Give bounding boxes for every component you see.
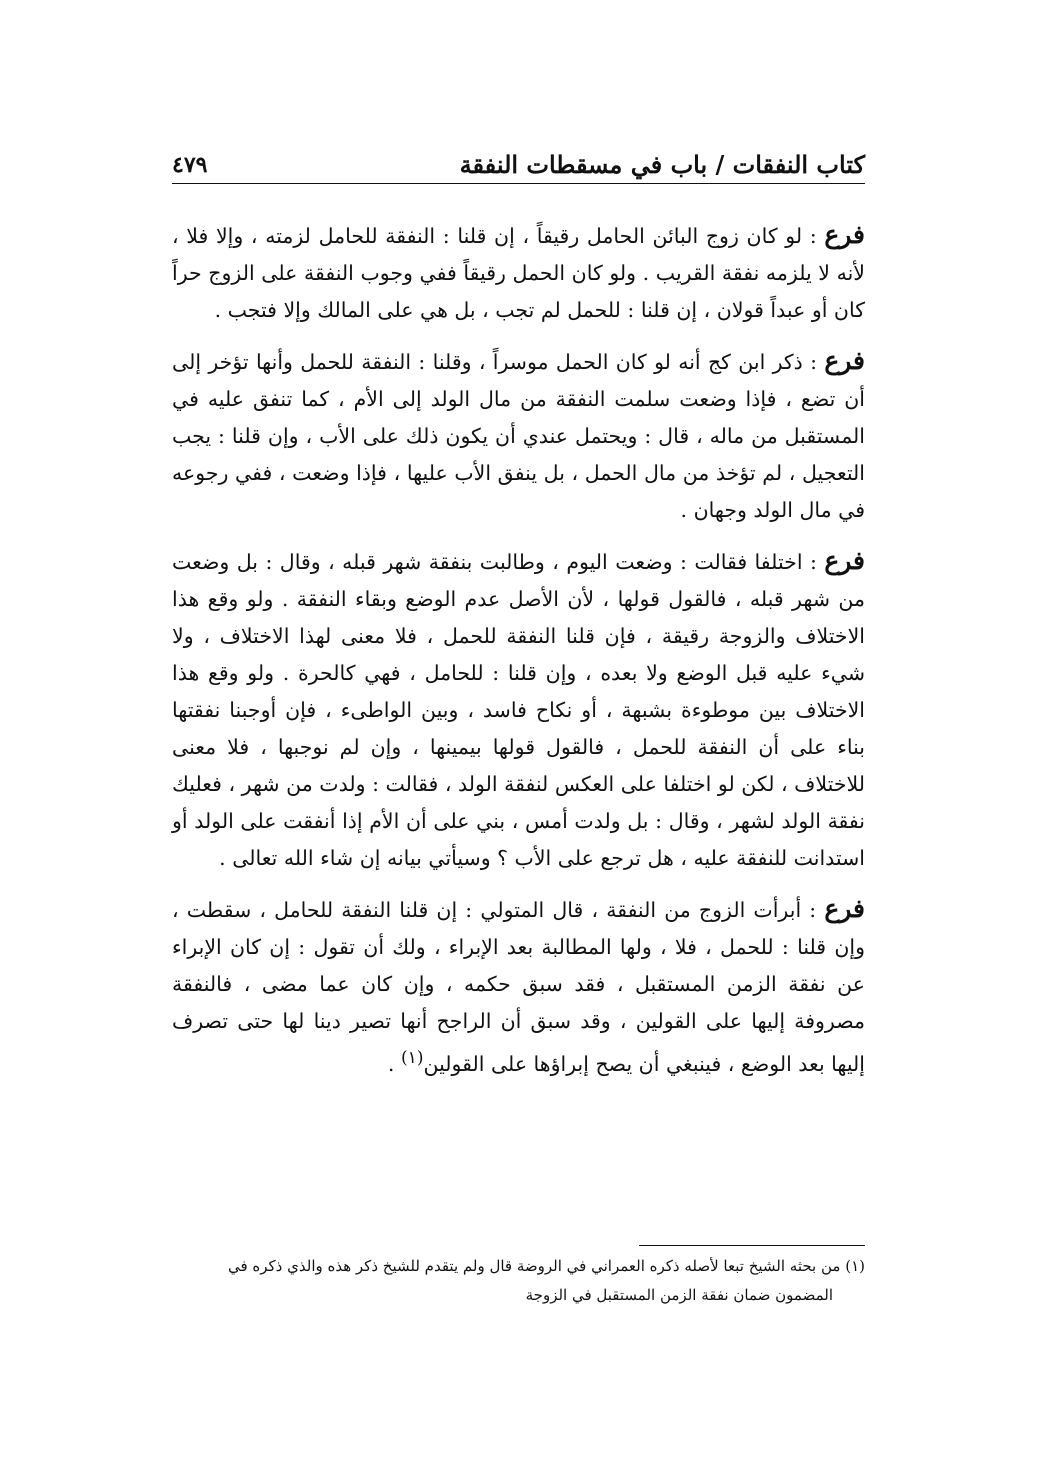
header-rule: [172, 183, 865, 184]
paragraph-label: فرع: [824, 894, 865, 923]
paragraph-text: : ذكر ابن كج أنه لو كان الحمل موسراً ، وقلنا : النفقة للحمل وأنها تؤخر إلى أن تضع ، فإذا وضعت سلمت النفقة من مال الولد إلى الأم ، كما تنفق عليه في المستقبل من ماله ، قال : ويحتمل عندي أن يكون ذلك على الأب ، وإن قلنا : يجب التعجيل ، لم تؤخذ من مال الحمل ، بل ينفق الأب عليها ، فإذا وضعت ، ففي رجوعه في مال الولد وجهان .: [172, 350, 865, 522]
footnote-rule: [639, 1245, 865, 1246]
footnote-line-2: المضمون ضمان نفقة الزمن المستقبل في الزوجة: [525, 1286, 833, 1304]
paragraph-text: : اختلفا فقالت : وضعت اليوم ، وطالبت بنفقة شهر قبله ، وقال : بل وضعت من شهر قبله ، فالقول قولها ، لأن الأصل عدم الوضع وبقاء النفقة . ولو وقع هذا الاختلاف والزوجة رقيقة ، فإن قلنا النفقة للحمل ، فلا معنى لهذا الاختلاف ، ولا شيء عليه قبل الوضع ولا بعده ، وإن قلنا : للحامل ، فهي كالحرة . ولو وقع هذا الاختلاف بين موطوءة بشبهة ، أو نكاح فاسد ، وبين الواطىء ، فإن أوجبنا نفقتها بناء على أن النفقة للحمل ، فالقول قولها بيمينها ، وإن لم نوجبها ، فلا معنى للاختلاف ، لكن لو اختلفا على العكس لنفقة الولد ، فقالت : ولدت من شهر ، فعليك نفقة الولد لشهر ، وقال : بل ولدت أمس ، بني على أن الأم إذا أنفقت على الولد أو استدانت للنفقة عليه ، هل ترجع على الأب ؟ وسيأتي بيانه إن شاء الله تعالى .: [172, 550, 865, 870]
paragraph: [172, 342, 865, 529]
footnote-line-1: (١) من بحثه الشيخ تبعا لأصله ذكره العمراني في الروضة قال ولم يتقدم للشيخ ذكر هذه والذي ذكره في: [227, 1257, 865, 1275]
footnote-reference: (١): [400, 1048, 424, 1068]
paragraph: [172, 890, 865, 1083]
paragraph: [172, 542, 865, 877]
body-text: [172, 216, 865, 1096]
page-header: [172, 140, 865, 180]
paragraph-tail: .: [387, 1051, 401, 1076]
paragraph-label: فرع: [824, 346, 865, 375]
paragraph-text: : أبرأت الزوج من النفقة ، قال المتولي : إن قلنا النفقة للحامل ، سقطت ، وإن قلنا : للحمل ، فلا ، ولها المطالبة بعد الإبراء ، ولك أن تقول : إن كان الإبراء عن نفقة الزمن المستقبل ، فقد سبق حكمه ، وإن كان عما مضى ، فالنفقة مصروفة إليها على القولين ، وقد سبق أن الراجح أنها تصير دينا لها حتى تصرف إليها بعد الوضع ، فينبغي أن يصح إبراؤها على القولين: [172, 898, 865, 1076]
footnote: [160, 1252, 865, 1310]
running-title: كتاب النفقات / باب في مسقطات النفقة: [459, 150, 865, 179]
page-number: ٤٧٩: [172, 152, 208, 178]
paragraph: [172, 216, 865, 329]
paragraph-label: فرع: [824, 220, 865, 249]
paragraph-label: فرع: [824, 546, 865, 575]
paragraph-text: : لو كان زوج البائن الحامل رقيقاً ، إن قلنا : النفقة للحامل لزمته ، وإلا فلا ، لأنه لا يلزمه نفقة القريب . ولو كان الحمل رقيقاً ففي وجوب النفقة على الزوج حراً كان أو عبداً قولان ، إن قلنا : للحمل لم تجب ، بل هي على المالك وإلا فتجب .: [172, 224, 865, 322]
